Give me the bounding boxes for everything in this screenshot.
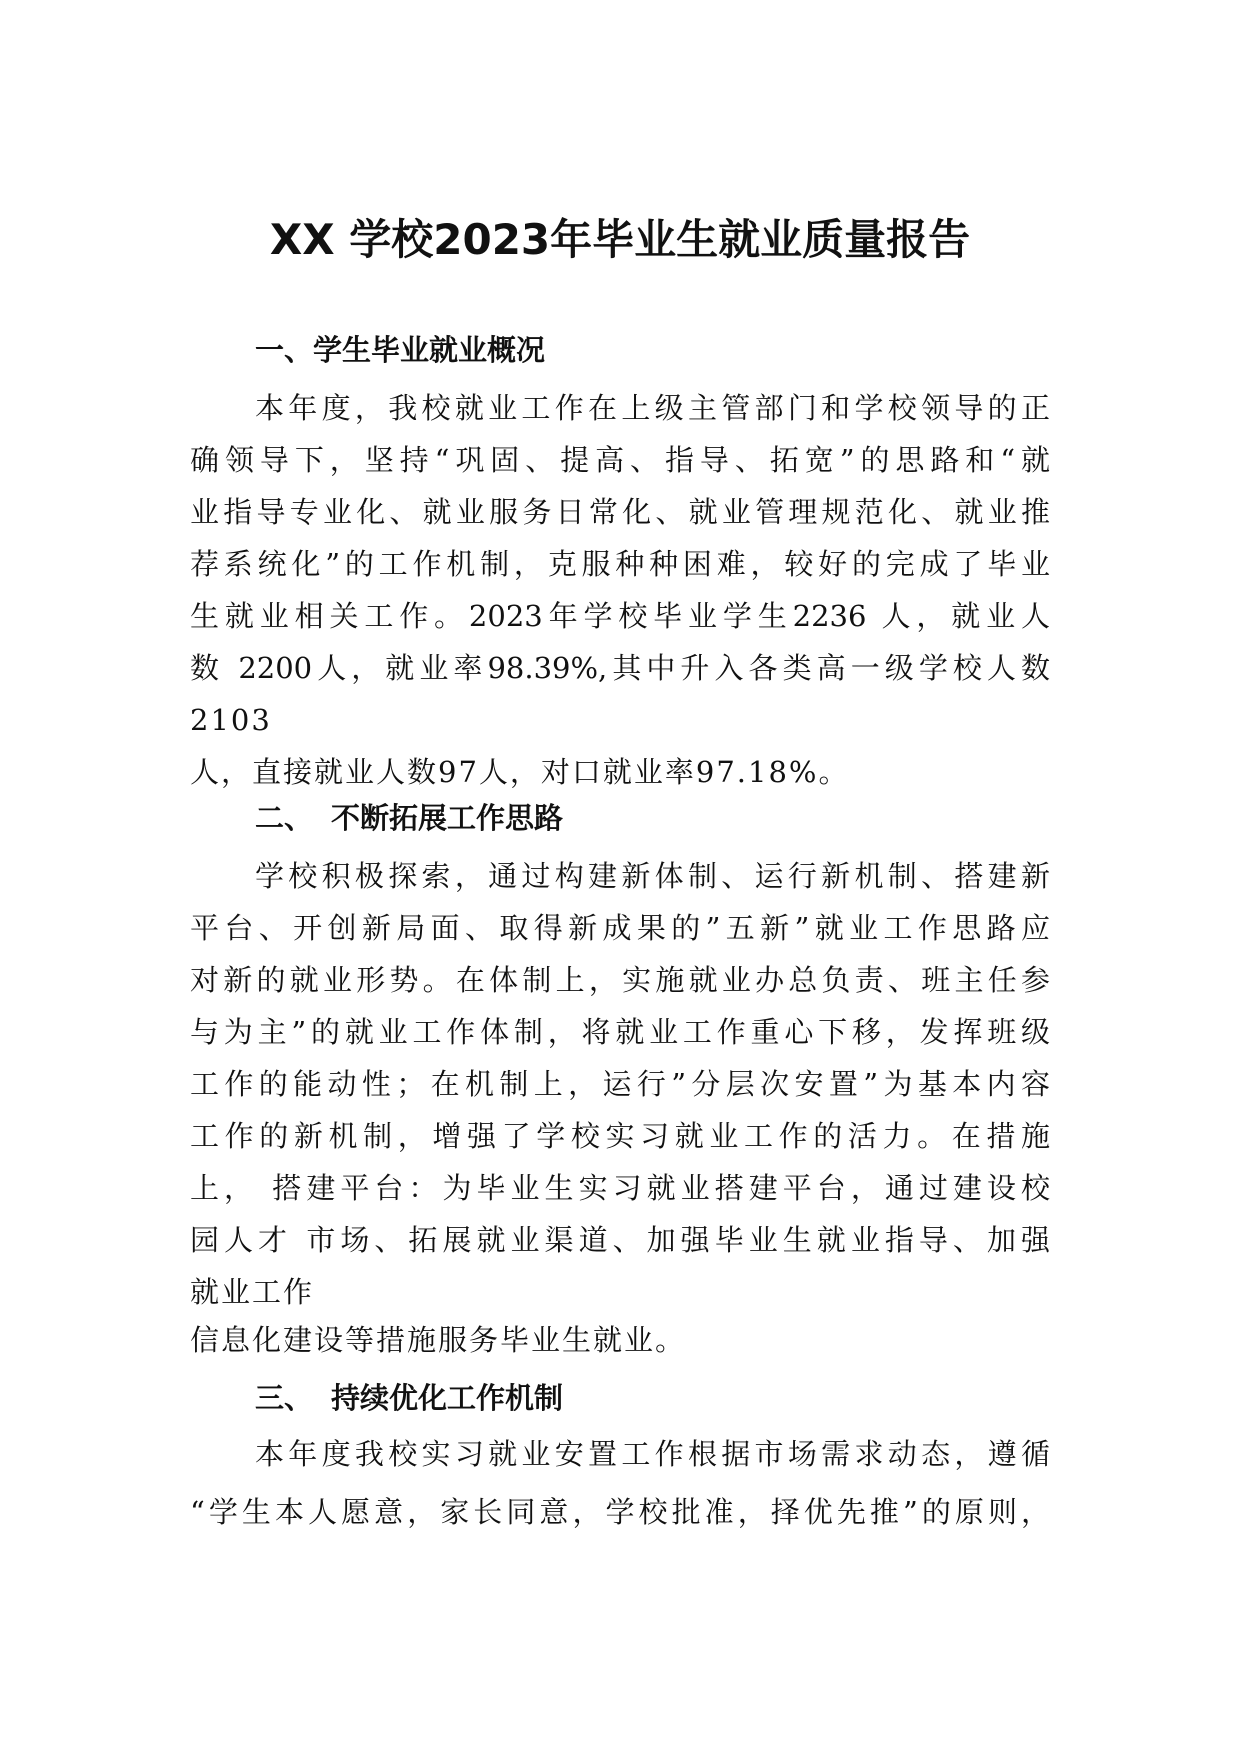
section-3-heading — [255, 1378, 563, 1418]
section-1-line-1: 本年度，我校就业工作在上级主管部门和学校领导的正 — [255, 391, 1050, 425]
section-3-line-2: “学生本人愿意，家长同意，学校批准，择优先推”的原则， — [190, 1495, 1050, 1529]
section-2-heading — [255, 798, 563, 838]
section-3-number: 三、 — [255, 1381, 314, 1415]
section-1-line-8: 人，直接就业人数97人，对口就业率97.18%。 — [190, 755, 850, 789]
section-2-line-2: 平台、开创新局面、取得新成果的”五新”就业工作思路应 — [190, 911, 1050, 945]
section-2-line-4: 与为主”的就业工作体制，将就业工作重心下移，发挥班级 — [190, 1015, 1050, 1049]
section-3-title: 持续优化工作机制 — [331, 1381, 564, 1415]
section-1-line-4: 荐系统化”的工作机制，克服种种困难，较好的完成了毕业 — [190, 547, 1050, 581]
section-2-title: 不断拓展工作思路 — [331, 801, 564, 835]
section-2-line-8: 园人才 市场、拓展就业渠道、加强毕业生就业指导、加强 — [190, 1223, 1050, 1257]
section-1-line-6: 数 2200人，就业率98.39%,其中升入各类高一级学校人数 — [190, 651, 1050, 685]
section-1-line-5: 生就业相关工作。2023年学校毕业学生2236 人，就业人 — [190, 599, 1050, 633]
section-1-heading — [255, 330, 545, 370]
section-1-line-7: 2103 — [190, 703, 272, 737]
section-2-line-1: 学校积极探索，通过构建新体制、运行新机制、搭建新 — [255, 859, 1050, 893]
section-1-title: 学生毕业就业概况 — [313, 333, 546, 367]
section-3-line-1: 本年度我校实习就业安置工作根据市场需求动态，遵循 — [255, 1437, 1050, 1471]
document-title: XX 学校2023年毕业生就业质量报告 — [269, 215, 971, 264]
section-2-line-3: 对新的就业形势。在体制上，实施就业办总负责、班主任参 — [190, 963, 1050, 997]
section-1-number: 一、 — [255, 333, 314, 367]
section-2-line-7: 上， 搭建平台：为毕业生实习就业搭建平台，通过建设校 — [190, 1171, 1050, 1205]
section-1-line-2: 确领导下，坚持“巩固、提高、指导、拓宽”的思路和“就 — [190, 443, 1050, 477]
section-2-line-6: 工作的新机制，增强了学校实习就业工作的活力。在措施 — [190, 1119, 1050, 1153]
section-2-number: 二、 — [255, 801, 314, 835]
section-2-line-5: 工作的能动性；在机制上，运行”分层次安置”为基本内容 — [190, 1067, 1050, 1101]
section-1-line-3: 业指导专业化、就业服务日常化、就业管理规范化、就业推 — [190, 495, 1050, 529]
section-2-line-9: 就业工作 — [190, 1275, 315, 1309]
section-2-line-10: 信息化建设等措施服务毕业生就业。 — [190, 1323, 687, 1357]
